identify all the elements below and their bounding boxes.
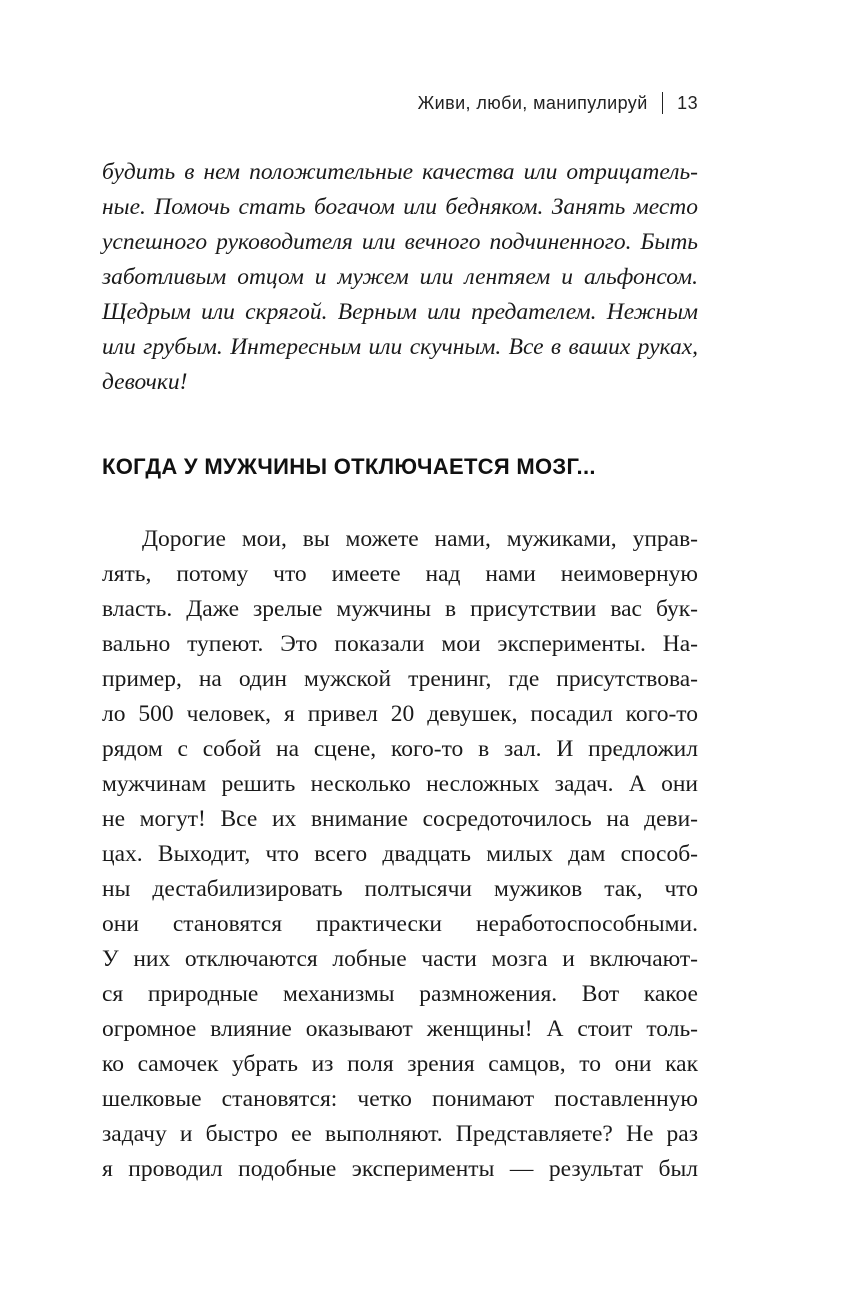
text-line: вально тупеют. Это показали мои эксперименты. На- [102, 631, 698, 657]
text-line: мужчинам решить несколько несложных задач. А они [102, 771, 698, 797]
text-line: они становятся практически неработоспособными. [102, 911, 698, 937]
section-paragraph [102, 522, 698, 1187]
text-line: огромное влияние оказывают женщины! А стоит толь- [102, 1016, 698, 1042]
text-line: цах. Выходит, что всего двадцать милых дам способ- [102, 841, 698, 867]
text-line: лять, потому что имеете над нами неимоверную [102, 561, 698, 587]
text-line: задачу и быстро ее выполняют. Представляете? Не раз [102, 1121, 698, 1147]
book-title: Живи, люби, манипулируй [417, 92, 648, 113]
text-line: или грубым. Интересным или скучным. Все в ваших руках, [102, 334, 698, 360]
text-line: власть. Даже зрелые мужчины в присутствии вас бук- [102, 596, 698, 622]
text-line: ные. Помочь стать богачом или бедняком. Занять место [102, 194, 698, 220]
section-heading: КОГДА У МУЖЧИНЫ ОТКЛЮЧАЕТСЯ МОЗГ... [102, 454, 596, 479]
page-number: 13 [677, 92, 698, 113]
text-line: ся природные механизмы размножения. Вот какое [102, 981, 698, 1007]
text-line: будить в нем положительные качества или отрицатель- [102, 159, 698, 185]
text-line: пример, на один мужской тренинг, где присутствова- [102, 666, 698, 692]
text-line: рядом с собой на сцене, кого-то в зал. И предложил [102, 736, 698, 762]
text-line: заботливым отцом и мужем или лентяем и альфонсом. [102, 264, 698, 290]
text-line: Щедрым или скрягой. Верным или предателем. Нежным [102, 299, 698, 325]
text-line: Дорогие мои, вы можете нами, мужиками, управ- [142, 526, 698, 552]
running-header [418, 92, 698, 114]
text-line: шелковые становятся: четко понимают поставленную [102, 1086, 698, 1112]
text-line: ны дестабилизировать полтысячи мужиков так, что [102, 876, 698, 902]
text-line: У них отключаются лобные части мозга и включают- [102, 946, 698, 972]
text-line: девочки! [102, 369, 188, 395]
text-line: ко самочек убрать из поля зрения самцов, то они как [102, 1051, 698, 1077]
header-separator [662, 92, 664, 114]
text-line: не могут! Все их внимание сосредоточилось на деви- [102, 806, 698, 832]
text-line: я проводил подобные эксперименты — результат был [102, 1156, 698, 1182]
intro-paragraph [102, 155, 698, 400]
text-line: успешного руководителя или вечного подчиненного. Быть [102, 229, 698, 255]
text-line: ло 500 человек, я привел 20 девушек, посадил кого-то [102, 701, 698, 727]
